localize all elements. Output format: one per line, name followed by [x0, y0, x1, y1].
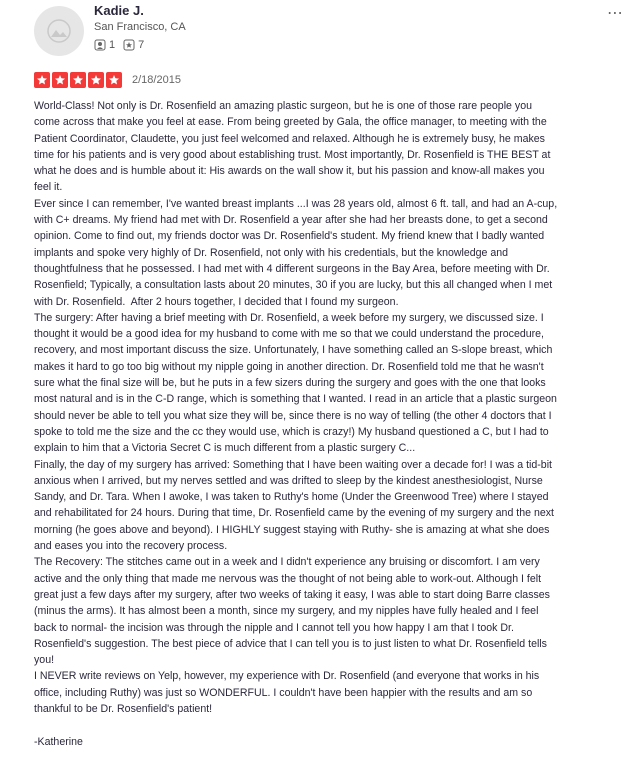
- star-icon: [34, 72, 50, 88]
- friends-icon: [94, 39, 106, 51]
- rating-row: [34, 72, 181, 88]
- user-location: San Francisco, CA: [94, 21, 186, 33]
- star-icon: [52, 72, 68, 88]
- avatar[interactable]: [34, 6, 84, 56]
- friends-stat: [94, 39, 115, 51]
- star-icon: [70, 72, 86, 88]
- user-name[interactable]: Kadie J.: [94, 3, 144, 18]
- friends-count: 1: [109, 39, 116, 51]
- reviews-stat: [123, 39, 144, 51]
- more-options-icon[interactable]: ⋯: [607, 5, 624, 22]
- reviews-count: 7: [138, 39, 145, 51]
- star-icon: [88, 72, 104, 88]
- review-text: World-Class! Not only is Dr. Rosenfield an amazing plastic surgeon, but he is one of those rare people you come across that make you feel at ease. From being greeted by Gala, the office manager, to meeting with the Patient Coordinator, Claudette, you just feel welcomed and relaxed. Although he is extremely busy, he makes time for his patients and is very good about establishing trust. Most importantly, Dr. Rosenfield is THE BEST at what he does and is humble about it: His awards on the wall show it, but his passion and know-all makes you feel it. Ever since I can remember, I've wanted breast implants ...I was 28 years old, almost 6 ft. tall, and had an A-cup, with C+ dreams. My friend had met with Dr. Rosenfield a year after she had her breasts done, to get a second opinion. Come to find out, my friends doctor was Dr. Rosenfield's student. My friend knew that I badly wanted implants and spoke very highly of Dr. Rosenfield, not only with his credentials, but the knowledge and thoughtfulness that he possessed. I had met with 4 different surgeons in the Bay Area, before meeting with Dr. Rosenfield; Typically, a consultation lasts about 20 minutes, 30 if you are lucky, but this all changed when I met with Dr. Rosenfield. After 2 hours together, I decided that I found my surgeon. The surgery: After having a brief meeting with Dr. Rosenfield, a week before my surgery, we discussed size. I thought it would be a good idea for my husband to come with me so that we could understand the procedure, recovery, and most important discuss the size. Unfortunately, I have something called an S-slope breast, which makes it hard to go too big without my nipple going in another direction. Dr. Rosenfield told me that he wasn't sure what the final size will be, but he puts in a few sizers during the surgery and goes with the one that looks most natural and is in the C-D range, which is something that I wanted. I read in an article that a plastic surgeon should never be able to tell you what size they will be, since there is no way of telling (the other 4 doctors that I spoke to told me the size and the cc they would use, which is crazy!) My husband questioned a C, but I had to explain to him that a Victoria Secret C is much different from a plastic surgery C... Finally, the day of my surgery has arrived: Something that I have been waiting over a decade for! I was a tid-bit anxious when I arrived, but my nerves settled and was drifted to sleep by the kindest anesthesiologist, Nurse Sandy, and Dr. Tara. When I awoke, I was taken to Ruthy's home (Under the Greenwood Tree) where I stayed and rehabilitated for 24 hours. During that time, Dr. Rosenfield came by the evening of my surgery and the next morning (he goes above and beyond). I HIGHLY suggest staying with Ruthy- she is amazing at what she does and eases you into the recovery process. The Recovery: The stitches came out in a week and I didn't experience any bruising or discomfort. I am very active and the only thing that made me nervous was the thought of not being able to work-out. Although I felt great just a few days after my surgery, after two weeks of taking it easy, I was able to start doing Barre classes (minus the arms). It has almost been a month, since my surgery, and my nipples have fully healed and I feel back to normal- the incision was through the nipple and I cannot tell you how happy I am that I took Dr. Rosenfield's suggestion. The best piece of advice that I can tell you is to just listen to what Dr. Rosenfield tells you! I NEVER write reviews on Yelp, however, my experience with Dr. Rosenfield (and everyone that works in his office, including Ruthy) was just so WONDERFUL. I couldn't have been happier with the results and am so thankful to be Dr. Rosenfield's patient! -Katherine: [34, 100, 558, 748]
- star-rating: [34, 72, 124, 88]
- reviews-icon: [123, 39, 135, 51]
- review-date: 2/18/2015: [132, 74, 181, 86]
- user-stats: [94, 39, 152, 51]
- star-icon: [106, 72, 122, 88]
- user-avatar-placeholder-icon: [46, 18, 72, 44]
